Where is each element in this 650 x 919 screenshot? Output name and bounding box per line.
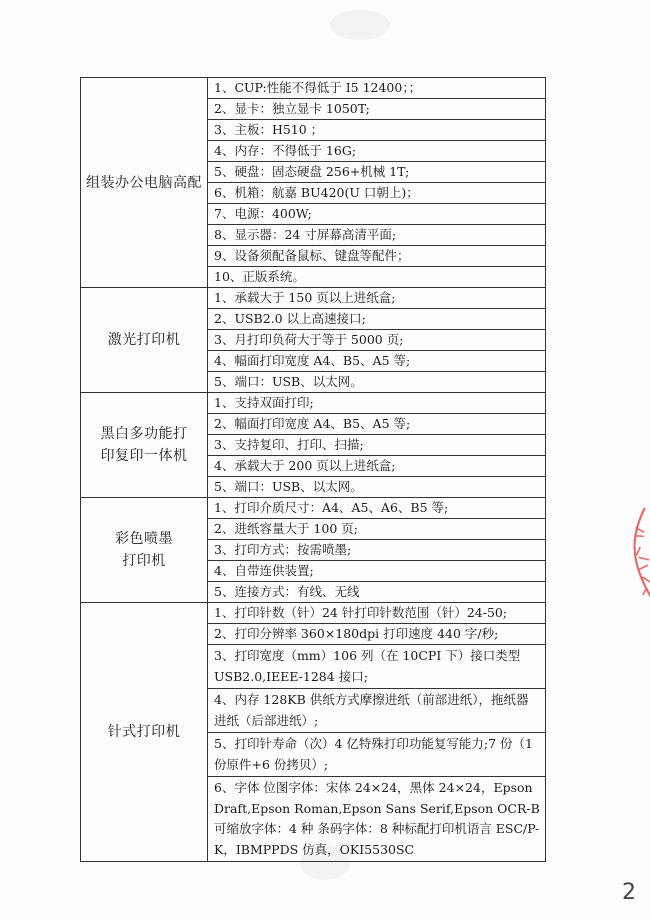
spec-item: 1、承载大于 150 页以上进纸盒; [208, 288, 546, 309]
category-cell [81, 393, 208, 498]
red-seal-stamp [618, 503, 650, 616]
table-row [81, 498, 546, 519]
category-cell [81, 288, 208, 393]
spec-item: 3、支持复印、打印、扫描; [208, 435, 546, 456]
spec-item: 6、机箱：航嘉 BU420(U 口朝上)； [208, 183, 546, 204]
spec-item: 4、承载大于 200 页以上进纸盒; [208, 456, 546, 477]
spec-item: 1、支持双面打印; [208, 393, 546, 414]
spec-item: 3、打印宽度（mm）106 列（在 10CPI 下）接口类型 USB2.0,IEEE-1284 接口; [208, 645, 546, 689]
spec-item: 3、打印方式：按需喷墨; [208, 540, 546, 561]
category-label: 针式打印机 [107, 724, 181, 740]
category-label: 组装办公电脑高配 [86, 174, 202, 191]
category-label: 彩色喷墨打印机 [115, 531, 173, 569]
spec-item: 2、显卡：独立显卡 1050T; [208, 99, 546, 120]
table-row [81, 288, 546, 309]
scan-smudge [330, 10, 390, 40]
spec-item: 5、打印针寿命（次）4 亿特殊打印功能复写能力;7 份（1 份原件+6 份拷贝）; [208, 733, 546, 777]
spec-item: 2、USB2.0 以上高速接口; [208, 309, 546, 330]
spec-item: 8、显示器：24 寸屏幕高清平面; [208, 225, 546, 246]
table-row [81, 78, 546, 99]
spec-item: 1、打印介质尺寸：A4、A5、A6、B5 等; [208, 498, 546, 519]
spec-item: 7、电源：400W; [208, 204, 546, 225]
spec-item: 2、进纸容量大于 100 页; [208, 519, 546, 540]
spec-item: 9、设备须配备鼠标、键盘等配件； [208, 246, 546, 267]
category-cell [81, 603, 208, 862]
table-row [81, 603, 546, 624]
spec-item: 10、正版系统。 [208, 267, 546, 288]
specification-table [80, 77, 546, 862]
spec-item: 3、月打印负荷大于等于 5000 页; [208, 330, 546, 351]
spec-item: 4、内存：不得低于 16G; [208, 141, 546, 162]
spec-item: 5、硬盘：固态硬盘 256+机械 1T; [208, 162, 546, 183]
spec-item: 3、主板：H510 ； [208, 120, 546, 141]
spec-item: 1、CUP:性能不得低于 I5 12400；； [208, 78, 546, 99]
table-row [81, 393, 546, 414]
spec-item: 4、内存 128KB 供纸方式摩擦进纸（前部进纸），拖纸器进纸（后部进纸）; [208, 689, 546, 733]
spec-item: 6、字体 位图字体：宋体 24×24，黑体 24×24，Epson Draft,Epson Roman,Epson Sans Serif,Epson OCR-B 可缩放字体：4 种 条码字体：8 种标配打印机语言 ESC/P-K，IBMPPDS 仿真，OKI5530SC [208, 777, 546, 862]
spec-item: 2、幅面打印宽度 A4、B5、A5 等; [208, 414, 546, 435]
spec-item: 5、端口：USB、以太网。 [208, 477, 546, 498]
spec-item: 4、自带连供装置; [208, 561, 546, 582]
spec-item: 4、幅面打印宽度 A4、B5、A5 等; [208, 351, 546, 372]
page-number: 2 [622, 880, 636, 905]
category-label: 黑白多功能打印复印一体机 [100, 426, 188, 464]
category-cell [81, 498, 208, 603]
category-cell [81, 78, 208, 288]
spec-item: 2、打印分辨率 360×180dpi 打印速度 440 字/秒; [208, 624, 546, 645]
spec-item: 1、打印针数（针）24 针打印针数范围（针）24-50; [208, 603, 546, 624]
category-label: 激光打印机 [107, 332, 181, 348]
spec-item: 5、连接方式：有线、无线 [208, 582, 546, 603]
spec-item: 5、端口：USB、以太网。 [208, 372, 546, 393]
